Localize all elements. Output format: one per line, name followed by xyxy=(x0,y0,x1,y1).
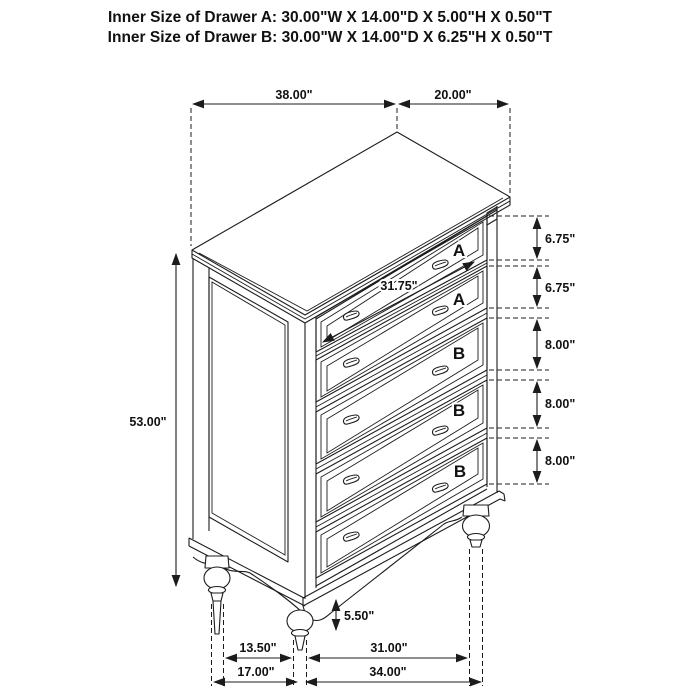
drawer-label-a2: A xyxy=(452,290,466,309)
dim-label-top-depth: 20.00" xyxy=(434,88,472,102)
leg-front-right xyxy=(463,505,490,547)
dim-label-inner-width: 31.75" xyxy=(380,279,418,293)
title-drawer-a: Inner Size of Drawer A: 30.00"W X 14.00"D X 5.00"H X 0.50"T xyxy=(107,9,553,26)
leg-front-center xyxy=(287,610,313,650)
dimension-top xyxy=(191,88,510,246)
drawer-label-b1: B xyxy=(452,344,466,363)
drawer-b2 xyxy=(316,380,487,522)
dim-label-drawer-3: 8.00" xyxy=(545,338,576,352)
drawer-label-b3: B xyxy=(453,462,467,481)
dim-label-front-left: 13.50" xyxy=(239,641,277,655)
drawer-a2-right-handle xyxy=(432,306,448,315)
dim-label-total-right: 34.00" xyxy=(369,665,407,679)
leg-back-left xyxy=(204,556,230,634)
drawer-b2-left-handle xyxy=(343,475,359,484)
dim-label-drawer-4: 8.00" xyxy=(545,397,576,411)
drawer-b1-left-handle xyxy=(343,415,359,424)
dimension-drawer-heights xyxy=(489,216,575,484)
dimension-height xyxy=(129,254,176,586)
dim-label-drawer-1: 6.75" xyxy=(545,232,576,246)
title-drawer-b: Inner Size of Drawer B: 30.00"W X 14.00"D X 6.25"H X 0.50"T xyxy=(107,29,553,46)
drawer-a2-left-handle xyxy=(343,358,359,367)
drawer-a1-left-handle xyxy=(343,311,359,320)
dim-label-height: 53.00" xyxy=(129,415,167,429)
drawer-label-b2: B xyxy=(452,401,466,420)
title-block xyxy=(108,9,553,46)
dim-label-front-right: 31.00" xyxy=(370,641,408,655)
drawer-b1-right-handle xyxy=(432,366,448,375)
drawer-a1-right-handle xyxy=(432,260,448,269)
dim-label-leg-height: 5.50" xyxy=(344,609,375,623)
dim-label-drawer-5: 8.00" xyxy=(545,454,576,468)
dim-label-top-width: 38.00" xyxy=(275,88,313,102)
dim-label-total-left: 17.00" xyxy=(237,665,275,679)
top-surface xyxy=(192,132,510,315)
drawer-b3-right-handle xyxy=(432,483,448,492)
dim-label-drawer-2: 6.75" xyxy=(545,281,576,295)
drawer-label-a1: A xyxy=(452,241,466,260)
drawer-b2-right-handle xyxy=(432,426,448,435)
side-panel-recess xyxy=(212,282,285,555)
chest-front-face xyxy=(303,206,505,621)
front-bottom-rail xyxy=(316,489,487,586)
drawer-b3-left-handle xyxy=(343,532,359,541)
